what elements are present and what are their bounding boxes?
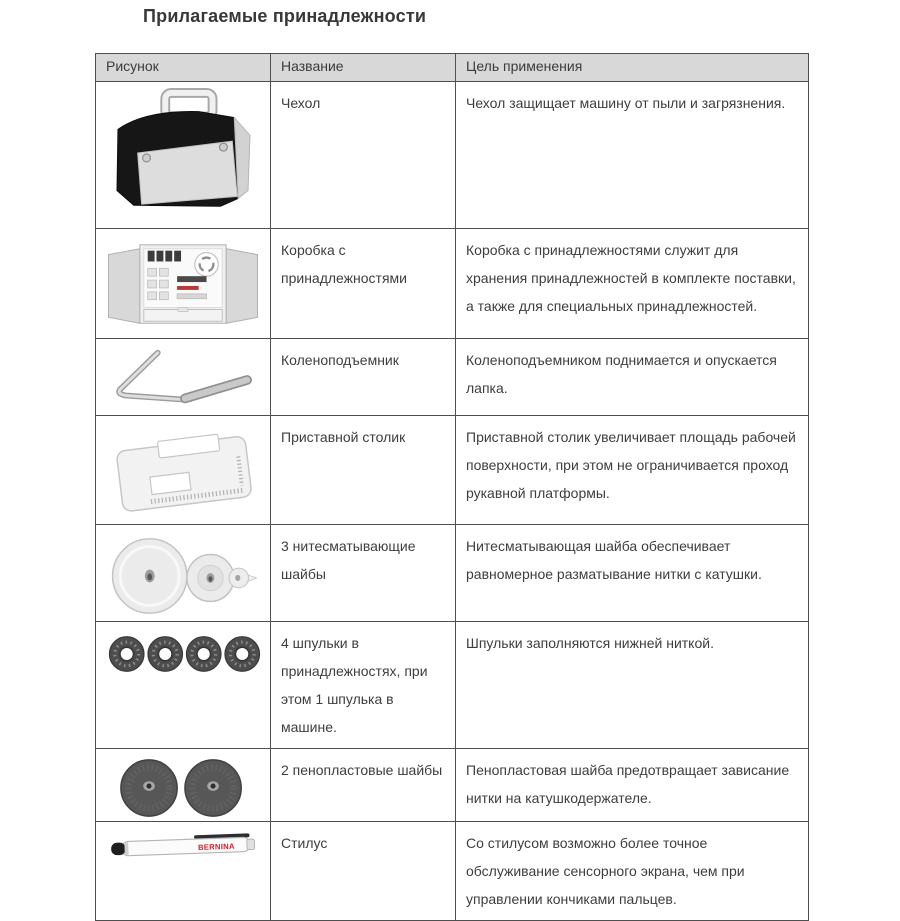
dust-cover-bag-image xyxy=(104,88,262,222)
accessory-name: Чехол xyxy=(271,82,456,229)
slide-on-table-image xyxy=(104,422,262,524)
accessory-purpose: Пенопластовая шайба предотвращает зависание нитки на катушкодержателе. xyxy=(456,749,809,822)
stylus-brand-label: BERNINA xyxy=(197,841,235,852)
accessory-name: Приставной столик xyxy=(271,416,456,525)
figure-cell xyxy=(96,525,271,622)
accessory-purpose: Коленоподъемником поднимается и опускается лапка. xyxy=(456,339,809,416)
accessory-name: 3 нитесматывающие шайбы xyxy=(271,525,456,622)
accessory-name: 4 шпульки в принадлежностях, при этом 1 шпулька в машине. xyxy=(271,622,456,749)
table-row xyxy=(96,525,809,622)
figure-cell xyxy=(96,622,271,749)
table-row xyxy=(96,416,809,525)
accessory-name: Коробка с принадлежностями xyxy=(271,229,456,339)
accessory-purpose: Приставной столик увеличивает площадь рабочей поверхности, при этом не ограничивается проход рукавной платформы. xyxy=(456,416,809,525)
knee-lifter-image xyxy=(104,345,262,413)
table-row xyxy=(96,229,809,339)
figure-cell xyxy=(96,822,271,921)
stylus-image xyxy=(104,828,262,872)
bobbins-image xyxy=(104,628,262,680)
header-purpose: Цель применения xyxy=(456,54,809,82)
spool-discs-image xyxy=(104,531,262,621)
table-row xyxy=(96,339,809,416)
foam-pads-image xyxy=(104,755,262,821)
accessory-purpose: Нитесматывающая шайба обеспечивает равномерное разматывание нитки с катушки. xyxy=(456,525,809,622)
figure-cell xyxy=(96,82,271,229)
header-name: Название xyxy=(271,54,456,82)
table-header-row xyxy=(96,54,809,82)
figure-cell xyxy=(96,229,271,339)
accessory-purpose: Со стилусом возможно более точное обслуживание сенсорного экрана, чем при управлении кончиками пальцев. xyxy=(456,822,809,921)
accessory-name: Стилус xyxy=(271,822,456,921)
page-title: Прилагаемые принадлежности xyxy=(143,6,427,26)
figure-cell xyxy=(96,749,271,822)
table-row xyxy=(96,822,809,921)
figure-cell xyxy=(96,339,271,416)
table-row xyxy=(96,749,809,822)
table-row xyxy=(96,82,809,229)
accessory-name: Коленоподъемник xyxy=(271,339,456,416)
header-figure: Рисунок xyxy=(96,54,271,82)
accessory-purpose: Коробка с принадлежностями служит для хранения принадлежностей в комплекте поставки, а также для специальных принадлежностей. xyxy=(456,229,809,339)
accessory-box-image xyxy=(104,235,262,335)
table-row xyxy=(96,622,809,749)
accessories-table xyxy=(95,53,809,921)
accessory-purpose: Чехол защищает машину от пыли и загрязнения. xyxy=(456,82,809,229)
accessory-name: 2 пенопластовые шайбы xyxy=(271,749,456,822)
accessory-purpose: Шпульки заполняются нижней ниткой. xyxy=(456,622,809,749)
figure-cell xyxy=(96,416,271,525)
